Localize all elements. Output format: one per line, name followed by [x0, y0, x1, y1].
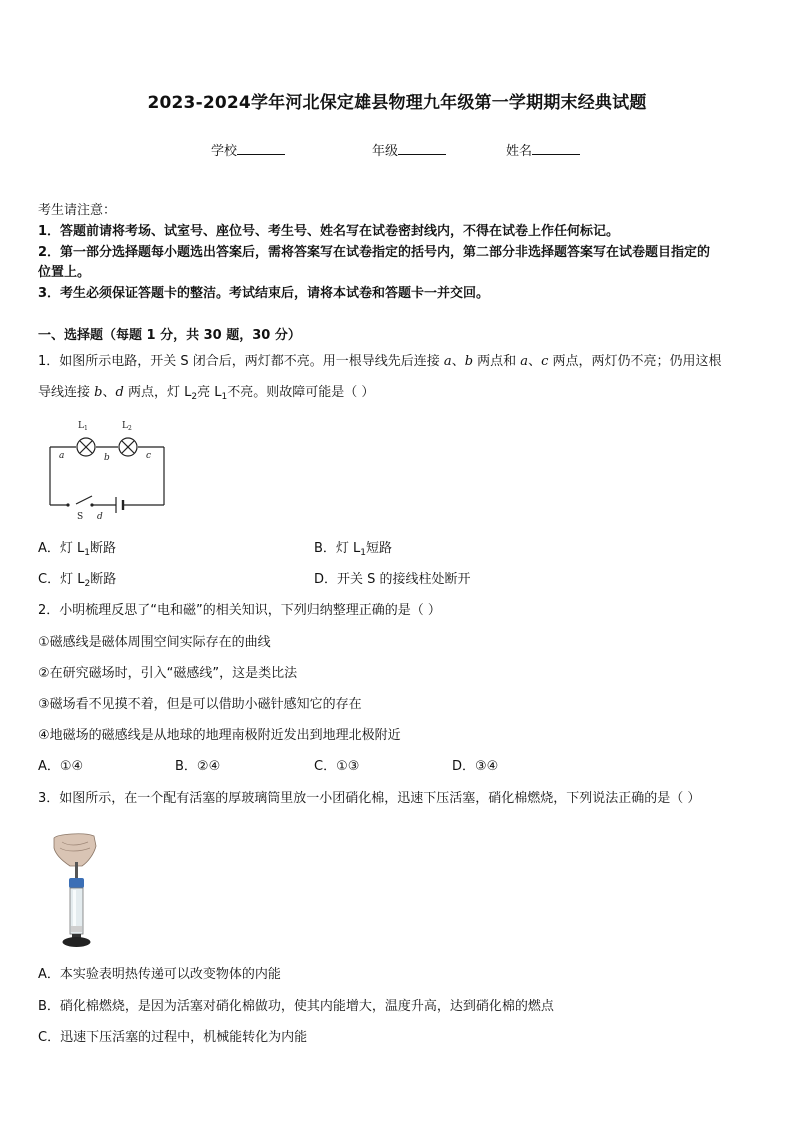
- name-blank[interactable]: [532, 141, 580, 155]
- notice-item: 2．第一部分选择题每小题选出答案后，需将答案写在试卷指定的括号内，第二部分非选择题答案写在试卷题目指定的: [38, 245, 711, 260]
- label-a: a: [59, 451, 65, 461]
- notice-item: 3．考生必须保证答题卡的整洁。考试结束后，请将本试卷和答题卡一并交回。: [38, 286, 490, 301]
- school-blank[interactable]: [237, 141, 285, 155]
- q1-option-d[interactable]: D．开关 S 的接线柱处断开: [314, 572, 471, 587]
- label-d: d: [97, 512, 103, 522]
- label-L2: $L_2$: [122, 421, 132, 432]
- label-b: b: [104, 453, 110, 463]
- question-1-stem-line1: 1．如图所示电路，开关 S 闭合后，两灯都不亮。用一根导线先后连接 a、b 两点和 a、c 两点，两灯仍不亮；仍用这根: [38, 354, 722, 369]
- q3-option-a[interactable]: A．本实验表明热传递可以改变物体的内能: [38, 967, 281, 982]
- section-heading: 一、选择题（每题 1 分，共 30 题，30 分）: [38, 328, 301, 343]
- school-field[interactable]: [211, 140, 285, 159]
- question-1-stem-line2: 导线连接 b、d 两点，灯 $L_2$亮 $L_1$不亮。则故障可能是（ ）: [38, 385, 375, 402]
- q2-option-b[interactable]: B．②④: [175, 759, 221, 774]
- label-L1: $L_1$: [78, 421, 88, 432]
- q2-option-c[interactable]: C．①③: [314, 759, 360, 774]
- q1-option-c[interactable]: C．灯 $L_2$断路: [38, 572, 117, 589]
- q2-statement: ①磁感线是磁体周围空间实际存在的曲线: [38, 635, 271, 650]
- question-2-stem: 2．小明梳理反思了“电和磁”的相关知识，下列归纳整理正确的是（ ）: [38, 603, 441, 618]
- notice-item: 位置上。: [38, 265, 91, 280]
- grade-blank[interactable]: [398, 141, 446, 155]
- q3-option-c[interactable]: C．迅速下压活塞的过程中，机械能转化为内能: [38, 1030, 308, 1045]
- circuit-diagram: [40, 412, 180, 524]
- name-label: 姓名: [506, 144, 533, 159]
- grade-field[interactable]: [372, 140, 446, 159]
- lamp-L2: [119, 438, 137, 456]
- q2-option-a[interactable]: A．①④: [38, 759, 84, 774]
- q3-option-b[interactable]: B．硝化棉燃烧，是因为活塞对硝化棉做功，使其内能增大，温度升高，达到硝化棉的燃点: [38, 999, 554, 1014]
- notice-heading: 考生请注意：: [38, 203, 117, 218]
- name-field[interactable]: [506, 140, 580, 159]
- q2-option-d[interactable]: D．③④: [452, 759, 499, 774]
- q1-option-b[interactable]: B．灯 $L_1$短路: [314, 541, 393, 558]
- label-S: S: [77, 512, 84, 522]
- q2-statement: ②在研究磁场时，引入“磁感线”，这是类比法: [38, 666, 298, 681]
- lamp-L1: [77, 438, 95, 456]
- syringe-image: [48, 832, 108, 952]
- q2-statement: ④地磁场的磁感线是从地球的地理南极附近发出到地理北极附近: [38, 728, 401, 743]
- question-3-stem: 3．如图所示，在一个配有活塞的厚玻璃筒里放一小团硝化棉，迅速下压活塞，硝化棉燃烧，下列说法正确的是（ ）: [38, 791, 701, 806]
- school-label: 学校: [211, 144, 238, 159]
- label-c: c: [146, 451, 152, 461]
- q1-option-a[interactable]: A．灯 $L_1$断路: [38, 541, 117, 558]
- q2-statement: ③磁场看不见摸不着，但是可以借助小磁针感知它的存在: [38, 697, 362, 712]
- grade-label: 年级: [372, 144, 399, 159]
- notice-item: 1．答题前请将考场、试室号、座位号、考生号、姓名写在试卷密封线内，不得在试卷上作任何标记。: [38, 224, 620, 239]
- exam-title: 2023-2024学年河北保定雄县物理九年级第一学期期末经典试题: [147, 93, 647, 113]
- battery: [116, 497, 123, 513]
